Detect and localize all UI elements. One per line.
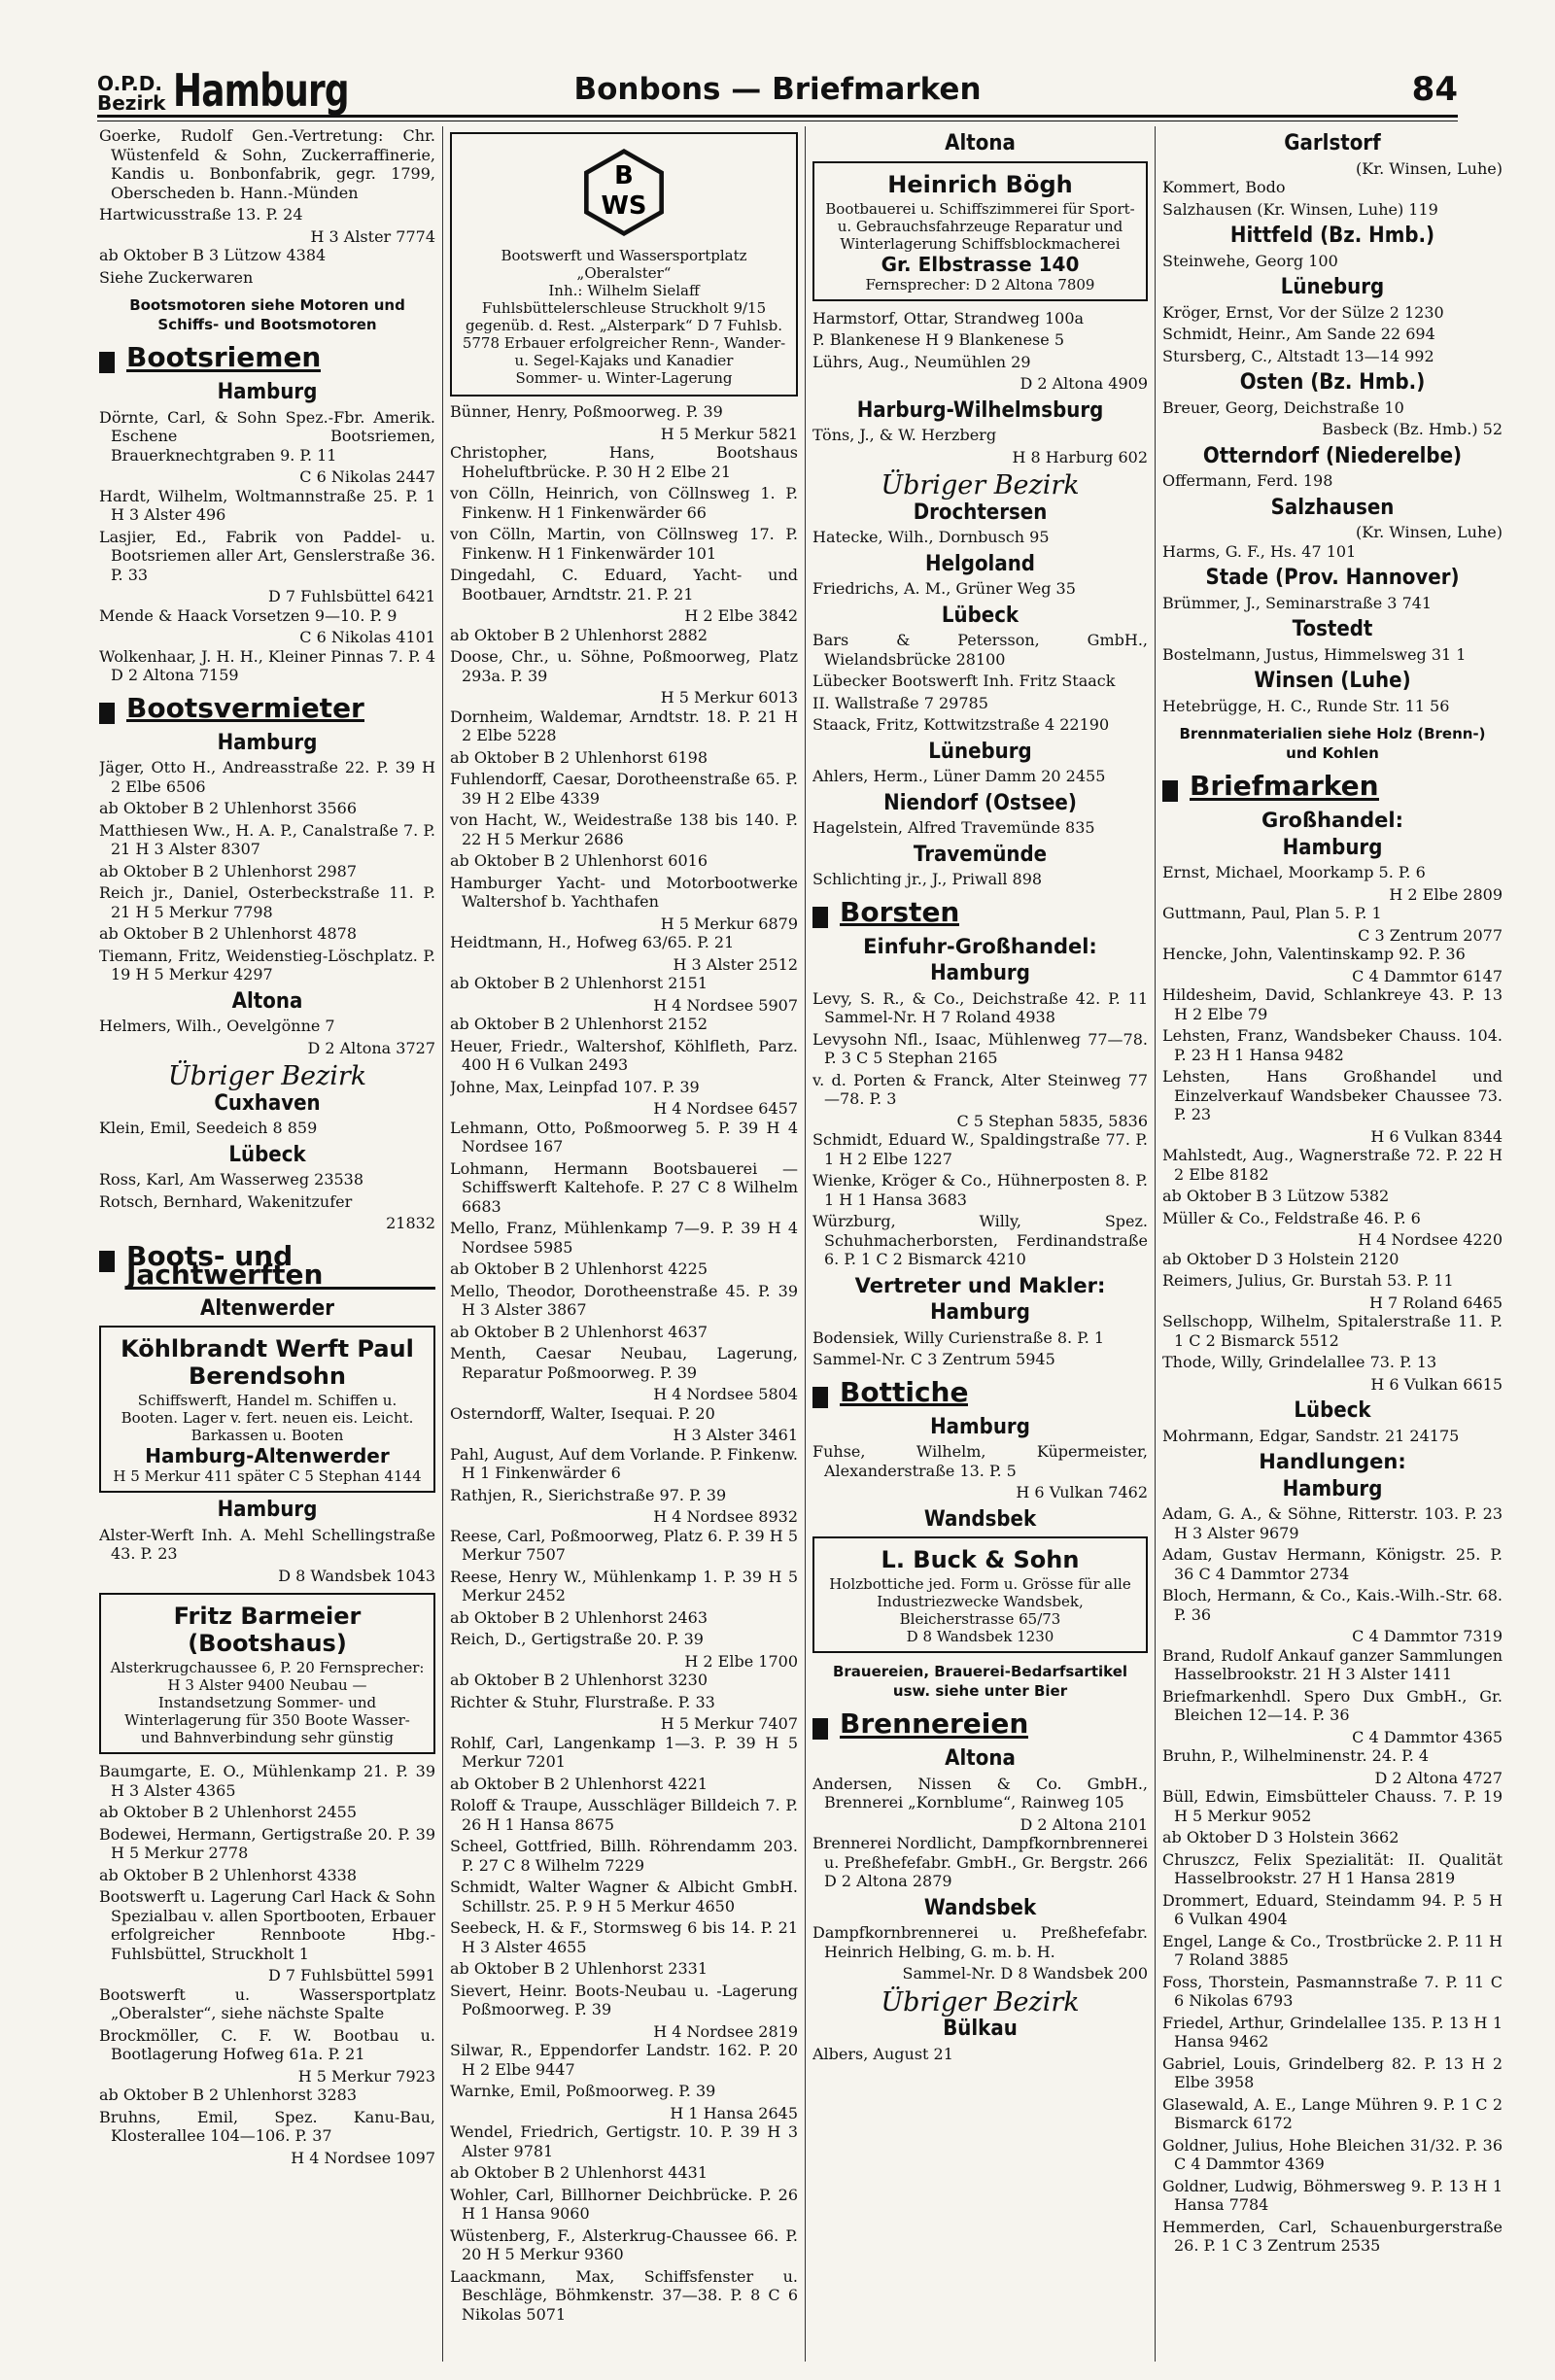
ad-contact: H 5 Merkur 411 später C 5 Stephan 4144 (113, 1467, 422, 1485)
place-heading: Cuxhaven (214, 1090, 321, 1116)
phone-line: (Kr. Winsen, Luhe) (1356, 158, 1503, 178)
place-heading: Hamburg (1282, 1476, 1383, 1501)
listing-entry: ab Oktober D 3 Holstein 2120 (1162, 1249, 1400, 1268)
place-heading: Stade (Prov. Hannover) (1205, 566, 1460, 590)
listing-entry: Matthiesen Ww., H. A. P., Canalstraße 7. P. 21 H 3 Alster 8307 (99, 820, 435, 858)
phone-line: Sammel-Nr. D 8 Wandsbek 200 (902, 1964, 1148, 1983)
listing-entry: Rathjen, R., Sierichstraße 97. P. 39 (450, 1485, 727, 1504)
section-marker-icon (99, 703, 115, 724)
ad-title: Bootswerft und Wassersportplatz „Oberalster“ (501, 247, 747, 282)
phone-line: D 2 Altona 4727 (1374, 1768, 1503, 1787)
listing-entry: Thode, Willy, Grindelallee 73. P. 13 (1162, 1353, 1437, 1371)
subsection-heading: Vertreter und Makler: (854, 1273, 1106, 1297)
listing-entry: ab Oktober B 3 Lützow 5382 (1162, 1187, 1390, 1205)
listing-entry: Schmidt, Walter Wagner & Albicht GmbH. Schillstr. 25. P. 9 H 5 Merkur 4650 (450, 1878, 798, 1915)
phone-line: C 4 Dammtor 4365 (1352, 1727, 1503, 1746)
section-heading (812, 1707, 1148, 1740)
listing-entry: Friedel, Arthur, Grindelallee 135. P. 13 H 1 Hansa 9462 (1162, 2013, 1503, 2051)
section-marker-icon (812, 907, 828, 928)
district-label: O.P.D. Bezirk (97, 72, 166, 115)
section-marker-icon (99, 1251, 115, 1272)
ad-title: Heinrich Bögh (887, 170, 1073, 198)
listing-entry: Tiemann, Fritz, Weidenstieg-Löschplatz. P. 19 H 5 Merkur 4297 (99, 946, 435, 983)
logo-letter: B (614, 160, 634, 190)
listing-entry: Christopher, Hans, Bootshaus Hoheluftbrücke. P. 30 H 2 Elbe 21 (450, 443, 798, 481)
phone-line: D 2 Altona 2101 (1019, 1814, 1148, 1834)
listing-entry: Klein, Emil, Seedeich 8 859 (99, 1119, 318, 1137)
listing-entry: Fuhlendorff, Caesar, Dorotheenstraße 65. P. 39 H 2 Elbe 4339 (450, 770, 798, 808)
place-heading: Hamburg (217, 1498, 318, 1522)
phone-line: C 6 Nikolas 4101 (299, 628, 435, 646)
listing-entry: Stursberg, C., Altstadt 13—14 992 (1162, 346, 1434, 365)
listing-entry: Harmstorf, Ottar, Strandweg 100a (812, 308, 1085, 328)
listing-entry: Wüstenberg, F., Alsterkrug-Chaussee 66. P. 20 H 5 Merkur 9360 (450, 2225, 798, 2263)
place-heading: Lüneburg (928, 739, 1032, 764)
listing-entry: Jäger, Otto H., Andreasstraße 22. P. 39 H 2 Elbe 6506 (99, 758, 435, 796)
listing-entry: Laackmann, Max, Schiffsfenster u. Beschläge, Böhmkenstr. 37—38. P. 8 C 6 Nikolas 5071 (450, 2266, 798, 2324)
ad-highlight: Gr. Elbstrasse 140 (881, 252, 1080, 276)
listing-entry: Warnke, Emil, Poßmoorweg. P. 39 (450, 2082, 716, 2100)
listing-entry: ab Oktober B 2 Uhlenhorst 2463 (450, 1607, 708, 1627)
topic-title: Bonbons — Briefmarken (573, 72, 982, 107)
phone-line: H 5 Merkur 7407 (660, 1714, 798, 1733)
listing-entry: Engel, Lange & Co., Trostbrücke 2. P. 11 H 7 Roland 3885 (1162, 1931, 1503, 1969)
listing-entry: Brand, Rudolf Ankauf ganzer Sammlungen Hasselbrookstr. 21 H 3 Alster 1411 (1162, 1645, 1503, 1683)
listing-entry: ab Oktober B 2 Uhlenhorst 4225 (450, 1259, 708, 1278)
phone-line: C 6 Nikolas 2447 (299, 467, 435, 486)
listing-entry: Bloch, Hermann, & Co., Kais.-Wilh.-Str. 68. P. 36 (1162, 1586, 1503, 1624)
listing-entry: Reich jr., Daniel, Osterbeckstraße 11. P. 21 H 5 Merkur 7798 (99, 883, 435, 921)
listing-entry: von Cölln, Martin, von Cöllnsweg 17. P. Finkenw. H 1 Finkenwärder 101 (450, 525, 798, 563)
ad-highlight: Hamburg-Altenwerder (145, 1444, 390, 1467)
listing-entry: Dornheim, Waldemar, Arndtstr. 18. P. 21 H 2 Elbe 5228 (450, 707, 798, 744)
listing-entry: Alster-Werft Inh. A. Mehl Schellingstraße 43. P. 23 (99, 1525, 435, 1563)
listing-entry: Heuer, Friedr., Waltershof, Köhlfleth, Parz. 400 H 6 Vulkan 2493 (450, 1036, 798, 1074)
listing-entry: Ernst, Michael, Moorkamp 5. P. 6 (1162, 863, 1426, 881)
listing-entry: von Cölln, Heinrich, von Cöllnsweg 1. P. Finkenw. H 1 Finkenwärder 66 (450, 484, 798, 522)
phone-line: C 4 Dammtor 7319 (1352, 1627, 1503, 1645)
section-heading (99, 341, 435, 373)
club-logo-icon (579, 148, 669, 237)
phone-line: H 3 Alster 2512 (673, 954, 798, 974)
listing-entry: Sellschopp, Wilhelm, Spitalerstraße 11. P. 1 C 2 Bismarck 5512 (1162, 1312, 1503, 1350)
section-title: Borsten (840, 895, 960, 928)
listing-entry: v. d. Porten & Franck, Alter Steinweg 77—78. P. 3 (812, 1070, 1148, 1108)
listing-entry: Richter & Stuhr, Flurstraße. P. 33 (450, 1692, 715, 1711)
listing-entry: Hatecke, Wilh., Dornbusch 95 (812, 528, 1050, 546)
listing-entry: Reese, Henry W., Mühlenkamp 1. P. 39 H 5 Merkur 2452 (450, 1567, 798, 1604)
listing-entry: ab Oktober B 2 Uhlenhorst 6016 (450, 851, 708, 870)
listing-entry: Seebeck, H. & F., Stormsweg 6 bis 14. P. 21 H 3 Alster 4655 (450, 1918, 798, 1956)
listing-entry: Bünner, Henry, Poßmoorweg. P. 39 (450, 402, 723, 421)
column-4 (1162, 126, 1503, 2362)
section-heading (99, 1239, 435, 1291)
phone-line: H 6 Vulkan 6615 (1370, 1374, 1503, 1394)
listing-entry: Osterndorff, Walter, Isequai. P. 20 (450, 1403, 715, 1423)
phone-line: (Kr. Winsen, Luhe) (1356, 523, 1503, 541)
section-title: Briefmarken (1190, 770, 1379, 802)
listing-entry: Hildesheim, David, Schlankreye 43. P. 13 H 2 Elbe 79 (1162, 985, 1503, 1023)
listing-entry: Lehmann, Otto, Poßmoorweg 5. P. 39 H 4 Nordsee 167 (450, 1118, 798, 1156)
phone-line: C 4 Dammtor 6147 (1352, 966, 1503, 985)
place-heading: Altona (231, 988, 303, 1014)
listing-entry: Bootswerft u. Wassersportplatz „Oberalster“, siehe nächste Spalte (99, 1984, 435, 2022)
listing-entry: ab Oktober B 2 Uhlenhorst 4878 (99, 924, 358, 943)
listing-entry: Roloff & Traupe, Ausschläger Billdeich 7. P. 26 H 1 Hansa 8675 (450, 1796, 798, 1834)
place-heading: Bülkau (943, 2017, 1018, 2041)
subsection-heading: Großhandel: (1261, 809, 1404, 832)
cross-reference: Brauereien, Brauerei-Bedarfsartikel usw. siehe unter Bier (832, 1663, 1128, 1700)
advertisement-box (812, 1536, 1148, 1653)
listing-entry: Gabriel, Louis, Grindelberg 82. P. 13 H 2 Elbe 3958 (1162, 2053, 1503, 2091)
phone-line: D 8 Wandsbek 1043 (278, 1566, 435, 1585)
phone-line: H 1 Hansa 2645 (670, 2103, 798, 2122)
listing-entry: Harms, G. F., Hs. 47 101 (1162, 541, 1357, 561)
listing-entry: Lübecker Bootswerft Inh. Fritz Staack (812, 672, 1116, 690)
phone-line: C 5 Stephan 5835, 5836 (956, 1111, 1148, 1130)
place-heading: Lübeck (1294, 1398, 1371, 1423)
ad-text: Bootbauerei u. Schiffszimmerei für Sport- u. Gebrauchsfahrzeuge Reparatur und Winterlagerung Schiffsblockmacherei (825, 199, 1135, 253)
listing-entry: Ahlers, Herm., Lüner Damm 20 2455 (812, 767, 1106, 785)
phone-line: H 4 Nordsee 5907 (653, 995, 798, 1015)
ad-title: Köhlbrandt Werft Paul Berendsohn (121, 1335, 414, 1390)
listing-entry: ab Oktober B 2 Uhlenhorst 3283 (99, 2086, 358, 2104)
phone-line: H 5 Merkur 6879 (660, 914, 798, 933)
listing-entry: Adam, G. A., & Söhne, Ritterstr. 103. P. 23 H 3 Alster 9679 (1162, 1504, 1503, 1542)
column-2 (450, 126, 798, 2362)
listing-entry: Andersen, Nissen & Co. GmbH., Brennerei „Kornblume“, Rainweg 105 (812, 1774, 1148, 1811)
section-marker-icon (99, 352, 115, 373)
listing-entry: Foss, Thorstein, Pasmannstraße 7. P. 11 C 6 Nikolas 6793 (1162, 1972, 1503, 2010)
column-divider (805, 126, 806, 2362)
listing-entry: Salzhausen (Kr. Winsen, Luhe) 119 (1162, 199, 1438, 219)
listing-entry: Hagelstein, Alfred Travemünde 835 (812, 818, 1095, 837)
phone-line: H 4 Nordsee 8932 (653, 1507, 798, 1526)
place-heading: Salzhausen (1270, 495, 1395, 520)
advertisement-box (450, 132, 798, 397)
listing-entry: ab Oktober B 2 Uhlenhorst 4338 (99, 1865, 358, 1884)
listing-entry: Sievert, Heinr. Boots-Neubau u. -Lagerung Poßmoorweg. P. 39 (450, 1981, 798, 2018)
ad-title: L. Buck & Sohn (881, 1546, 1080, 1573)
ad-contact: D 8 Wandsbek 1230 (906, 1628, 1054, 1645)
district-heading: Übriger Bezirk (167, 1061, 367, 1091)
listing-entry: Albers, August 21 (812, 2044, 953, 2063)
ad-text: Holzbottiche jed. Form u. Grösse für alle Industriezwecke Wandsbek, Bleicherstrasse 65/73 (829, 1575, 1131, 1628)
phone-line: D 7 Fuhlsbüttel 5991 (267, 1966, 435, 1984)
section-heading (1162, 770, 1503, 802)
listing-entry: Rotsch, Bernhard, Wakenitzufer (99, 1191, 353, 1211)
listing-entry: Wolkenhaar, J. H. H., Kleiner Pinnas 7. P. 4 D 2 Altona 7159 (99, 646, 435, 684)
listing-entry: Baumgarte, E. O., Mühlenkamp 21. P. 39 H 3 Alster 4365 (99, 1762, 435, 1800)
phone-line: D 2 Altona 4909 (1019, 374, 1148, 393)
section-heading (812, 895, 1148, 928)
listing-entry: ab Oktober B 2 Uhlenhorst 4637 (450, 1322, 708, 1341)
listing-entry: Friedrichs, A. M., Grüner Weg 35 (812, 579, 1076, 598)
column-divider (1155, 126, 1156, 2362)
listing-entry: Reimers, Julius, Gr. Burstah 53. P. 11 (1162, 1271, 1454, 1290)
place-heading: Hamburg (930, 1414, 1030, 1439)
ad-text: Alsterkrugchaussee 6, P. 20 Fernsprecher: H 3 Alster 9400 Neubau — Instandsetzung Sommer- und Winterlagerung für 350 Boote Wasser- und Bahnverbindung sehr günstig (110, 1659, 425, 1746)
listing-entry: Bodewei, Hermann, Gertigstraße 20. P. 39 H 5 Merkur 2778 (99, 1824, 435, 1862)
listing-entry: Schmidt, Eduard W., Spaldingstraße 77. P. 1 H 2 Elbe 1227 (812, 1130, 1148, 1168)
district-heading: Übriger Bezirk (881, 1986, 1080, 2018)
phone-line: H 6 Vulkan 7462 (1016, 1483, 1148, 1501)
listing-entry: Drommert, Eduard, Steindamm 94. P. 5 H 6 Vulkan 4904 (1162, 1890, 1503, 1928)
listing-entry: Glasewald, A. E., Lange Mühren 9. P. 1 C 2 Bismarck 6172 (1162, 2094, 1503, 2132)
listing-entry: Rohlf, Carl, Langenkamp 1—3. P. 39 H 5 Merkur 7201 (450, 1733, 798, 1771)
advertisement-box (99, 1593, 435, 1754)
listing-entry: Wienke, Kröger & Co., Hühnerposten 8. P. 1 H 1 Hansa 3683 (812, 1171, 1148, 1209)
listing-entry: ab Oktober B 2 Uhlenhorst 2331 (450, 1959, 708, 1978)
listing-entry: Guttmann, Paul, Plan 5. P. 1 (1162, 904, 1382, 922)
listing-entry: ab Oktober B 2 Uhlenhorst 3566 (99, 799, 358, 817)
listing-entry: Siehe Zuckerwaren (99, 267, 254, 287)
listing-entry: Mello, Franz, Mühlenkamp 7—9. P. 39 H 4 Nordsee 5985 (450, 1219, 798, 1257)
listing-entry: ab Oktober B 2 Uhlenhorst 6198 (450, 747, 708, 767)
ad-contact: Fernsprecher: D 2 Altona 7809 (865, 275, 1095, 293)
listing-entry: Würzburg, Willy, Spez. Schuhmacherborsten, Ferdinandstraße 6. P. 1 C 2 Bismarck 4210 (812, 1212, 1148, 1268)
listing-entry: Bruhn, P., Wilhelminenstr. 24. P. 4 (1162, 1746, 1430, 1765)
listing-entry: Adam, Gustav Hermann, Königstr. 25. P. 36 C 4 Dammtor 2734 (1162, 1545, 1503, 1583)
ad-footer: Sommer- u. Winter-Lagerung (515, 369, 733, 387)
subsection-heading: Einfuhr-Großhandel: (863, 934, 1097, 958)
column-3 (812, 126, 1148, 2362)
listing-entry: Schmidt, Heinr., Am Sande 22 694 (1162, 325, 1435, 343)
listing-entry: Bostelmann, Justus, Himmelsweg 31 1 (1162, 644, 1467, 664)
listing-entry: Scheel, Gottfried, Billh. Röhrendamm 203. P. 27 C 8 Wilhelm 7229 (450, 1837, 798, 1875)
phone-line: D 2 Altona 3727 (307, 1038, 435, 1057)
advertisement-box (99, 1326, 435, 1493)
phone-line: H 3 Alster 7774 (310, 226, 435, 246)
listing-entry: ab Oktober B 3 Lützow 4384 (99, 246, 327, 264)
listing-entry: Bars & Petersson, GmbH., Wielandsbrücke 28100 (812, 631, 1148, 669)
phone-line: H 2 Elbe 2809 (1389, 884, 1503, 904)
listing-entry: Dampfkornbrennerei u. Preßhefefabr. Heinrich Helbing, G. m. b. H. (812, 1923, 1148, 1961)
listing-entry: Reese, Carl, Poßmoorweg, Platz 6. P. 39 H 5 Merkur 7507 (450, 1526, 798, 1564)
listing-entry: Chruszcz, Felix Spezialität: II. Qualität Hasselbrookstr. 27 H 1 Hansa 2819 (1162, 1849, 1503, 1887)
section-marker-icon (812, 1718, 828, 1740)
listing-entry: Hardt, Wilhelm, Woltmannstraße 25. P. 1 H 3 Alster 496 (99, 486, 435, 524)
district-heading: Übriger Bezirk (881, 470, 1080, 500)
listing-entry: Schlichting jr., J., Priwall 898 (812, 870, 1043, 888)
listing-entry: Offermann, Ferd. 198 (1162, 471, 1333, 490)
place-heading: Garlstorf (1284, 131, 1381, 155)
place-heading: Drochtersen (913, 500, 1048, 525)
listing-entry: Hemmerden, Carl, Schauenburgerstraße 26. P. 1 C 3 Zentrum 2535 (1162, 2217, 1503, 2255)
place-heading: Altenwerder (200, 1295, 334, 1321)
listing-entry: Kröger, Ernst, Vor der Sülze 2 1230 (1162, 302, 1444, 322)
place-heading: Winsen (Luhe) (1254, 669, 1411, 693)
header-rule (97, 115, 1458, 121)
place-heading: Altona (945, 1746, 1016, 1771)
listing-entry: Reich, D., Gertigstraße 20. P. 39 (450, 1630, 704, 1648)
listing-entry: Goldner, Ludwig, Böhmersweg 9. P. 13 H 1 Hansa 7784 (1162, 2176, 1503, 2214)
page-header (97, 64, 1458, 117)
listing-entry: Steinwehe, Georg 100 (1162, 251, 1338, 270)
listing-entry: Ross, Karl, Am Wasserweg 23538 (99, 1170, 364, 1189)
section-title: Bottiche (840, 1375, 969, 1408)
listing-entry: Silwar, R., Eppendorfer Landstr. 162. P. 20 H 2 Elbe 9447 (450, 2041, 798, 2079)
listing-entry: Hartwicusstraße 13. P. 24 (99, 205, 303, 224)
place-heading: Lüneburg (1280, 275, 1385, 299)
section-heading (812, 1375, 1148, 1408)
place-heading: Harburg-Wilhelmsburg (856, 397, 1104, 423)
listing-entry: Brümmer, J., Seminarstraße 3 741 (1162, 593, 1433, 612)
place-heading: Hamburg (930, 1300, 1030, 1325)
place-heading: Hittfeld (Bz. Hmb.) (1229, 224, 1435, 248)
listing-entry: Lohmann, Hermann Bootsbauerei — Schiffswerft Kaltehofe. P. 27 C 8 Wilhelm 6683 (450, 1158, 798, 1216)
cross-reference: Brennmaterialien siehe Holz (Brenn-) und Kohlen (1179, 725, 1486, 762)
listing-entry: Büll, Edwin, Eimsbütteler Chauss. 7. P. 19 H 5 Merkur 9052 (1162, 1787, 1503, 1825)
subsection-heading: Handlungen: (1259, 1450, 1406, 1473)
place-heading: Hamburg (217, 380, 318, 404)
phone-line: H 5 Merkur 6013 (660, 688, 798, 707)
phone-line: H 5 Merkur 7923 (297, 2066, 435, 2086)
listing-entry: Mende & Haack Vorsetzen 9—10. P. 9 (99, 605, 397, 625)
listing-entry: Staack, Fritz, Kottwitzstraße 4 22190 (812, 715, 1110, 734)
listing-entry: von Hacht, W., Weidestraße 138 bis 140. P. 22 H 5 Merkur 2686 (450, 811, 798, 848)
ad-text: Fuhlsbüttelerschleuse Struckholt 9/15 gegenüb. d. Rest. „Alsterpark“ D 7 Fuhlsb. 5778 Erbauer erfolgreicher Renn-, Wander- u. Segel-Kajaks und Kanadier (462, 299, 786, 369)
place-heading: Travemünde (913, 842, 1048, 867)
listing-entry: Helmers, Wilh., Oevelgönne 7 (99, 1017, 335, 1035)
listing-entry: ab Oktober B 2 Uhlenhorst 2152 (450, 1015, 708, 1033)
phone-line: H 4 Nordsee 2819 (653, 2021, 798, 2041)
place-heading: Hamburg (217, 730, 318, 755)
listing-entry: Wohler, Carl, Billhorner Deichbrücke. P. 26 H 1 Hansa 9060 (450, 2185, 798, 2223)
listing-entry: Lehsten, Hans Großhandel und Einzelverkauf Wandsbeker Chaussee 73. P. 23 (1162, 1067, 1503, 1123)
listing-entry: Bodensiek, Willy Curienstraße 8. P. 1 (812, 1328, 1105, 1347)
section-title: Bootsvermieter (126, 691, 364, 724)
place-heading: Otterndorf (Niederelbe) (1202, 443, 1463, 468)
listing-entry: ab Oktober B 2 Uhlenhorst 2455 (99, 1803, 358, 1821)
column-1 (99, 126, 435, 2362)
listing-entry: Pahl, August, Auf dem Vorlande. P. Finkenw. H 1 Finkenwärder 6 (450, 1444, 798, 1482)
phone-line: H 6 Vulkan 8344 (1370, 1126, 1503, 1146)
place-heading: Osten (Bz. Hmb.) (1239, 370, 1426, 395)
listing-entry: Bootswerft u. Lagerung Carl Hack & Sohn Spezialbau v. allen Sportbooten, Erbauer erfolgreicher Rennboote Hbg.-Fuhlsbüttel, Struckholt 1 (99, 1887, 435, 1963)
listing-entry: Dörnte, Carl, & Sohn Spez.-Fbr. Amerik. Eschene Bootsriemen, Brauerknechtgraben 9. P. 11 (99, 407, 435, 465)
listing-entry: Hencke, John, Valentinskamp 92. P. 36 (1162, 945, 1466, 963)
logo-letters: WS (601, 191, 647, 222)
listing-entry: Dingedahl, C. Eduard, Yacht- und Bootbauer, Arndtstr. 21. P. 21 (450, 566, 798, 604)
listing-entry: ab Oktober B 2 Uhlenhorst 2151 (450, 974, 708, 992)
place-heading: Helgoland (924, 551, 1035, 576)
listing-entry: Hetebrügge, H. C., Runde Str. 11 56 (1162, 696, 1450, 715)
listing-entry: Doose, Chr., u. Söhne, Poßmoorweg, Platz 293a. P. 39 (450, 647, 798, 685)
listing-entry: Töns, J., & W. Herzberg (812, 426, 997, 444)
listing-entry: ab Oktober B 2 Uhlenhorst 2987 (99, 861, 358, 880)
listing-entry: Mahlstedt, Aug., Wagnerstraße 72. P. 22 H 2 Elbe 8182 (1162, 1146, 1503, 1184)
place-heading: Wandsbek (923, 1506, 1037, 1532)
listing-entry: Briefmarkenhdl. Spero Dux GmbH., Gr. Bleichen 12—14. P. 36 (1162, 1686, 1503, 1724)
city-title: Hamburg (173, 64, 349, 117)
place-heading: Tostedt (1292, 617, 1373, 641)
listing-entry: Mello, Theodor, Dorotheenstraße 45. P. 39 H 3 Alster 3867 (450, 1281, 798, 1319)
listing-entry: Kommert, Bodo (1162, 178, 1286, 196)
listing-entry: Müller & Co., Feldstraße 46. P. 6 (1162, 1208, 1421, 1227)
listing-entry: Lührs, Aug., Neumühlen 29 (812, 352, 1031, 371)
section-title: Brennereien (840, 1707, 1029, 1740)
listing-entry: Menth, Caesar Neubau, Lagerung, Reparatur Poßmoorweg. P. 39 (450, 1344, 798, 1382)
section-title: Bootsriemen (126, 341, 322, 373)
place-heading: Lübeck (941, 603, 1019, 628)
listing-entry: ab Oktober B 2 Uhlenhorst 3230 (450, 1671, 708, 1689)
place-heading: Lübeck (228, 1142, 306, 1167)
place-heading: Niendorf (Ostsee) (883, 790, 1077, 815)
place-heading: Altona (945, 131, 1016, 155)
phone-line: H 4 Nordsee 1097 (291, 2148, 435, 2167)
phone-line: H 3 Alster 3461 (673, 1426, 798, 1444)
listing-entry: Lehsten, Franz, Wandsbeker Chauss. 104. P. 23 H 1 Hansa 9482 (1162, 1026, 1503, 1064)
listing-entry: Mohrmann, Edgar, Sandstr. 21 24175 (1162, 1426, 1460, 1445)
listing-entry: Goldner, Julius, Hohe Bleichen 31/32. P. 36 C 4 Dammtor 4369 (1162, 2135, 1503, 2173)
ad-title: Fritz Barmeier (Bootshaus) (173, 1603, 362, 1657)
column-divider (442, 126, 443, 2362)
phone-line: H 4 Nordsee 5804 (653, 1385, 798, 1403)
listing-entry: Levy, S. R., & Co., Deichstraße 42. P. 11 Sammel-Nr. H 7 Roland 4938 (812, 988, 1148, 1026)
phone-line: H 7 Roland 6465 (1369, 1293, 1503, 1312)
listing-entry: Breuer, Georg, Deichstraße 10 (1162, 397, 1404, 417)
listing-entry: Fuhse, Wilhelm, Küpermeister, Alexanderstraße 13. P. 5 (812, 1442, 1148, 1480)
listing-entry: Lasjier, Ed., Fabrik von Paddel- u. Bootsriemen aller Art, Genslerstraße 36. P. 33 (99, 527, 435, 584)
phone-line: H 5 Merkur 5821 (660, 424, 798, 443)
listing-entry: II. Wallstraße 7 29785 (812, 693, 988, 712)
section-title: Boots- und Jachtwerften (126, 1247, 435, 1290)
phone-line: Basbeck (Bz. Hmb.) 52 (1322, 420, 1503, 438)
place-heading: Hamburg (930, 961, 1030, 985)
phone-line: C 3 Zentrum 2077 (1358, 925, 1503, 945)
listing-entry: Johne, Max, Leinpfad 107. P. 39 (450, 1077, 700, 1096)
listing-entry: Goerke, Rudolf Gen.-Vertretung: Chr. Wüstenfeld & Sohn, Zuckerraffinerie, Kandis u. Bonbonfabrik, gegr. 1799, Oberscheden b. Hann.-Münden (99, 126, 435, 202)
cross-reference: Bootsmotoren siehe Motoren und Schiffs- und Bootsmotoren (129, 296, 405, 333)
section-marker-icon (1162, 780, 1178, 802)
phone-line: D 7 Fuhlsbüttel 6421 (267, 587, 435, 605)
listing-entry: ab Oktober B 2 Uhlenhorst 2882 (450, 625, 708, 644)
advertisement-box (812, 161, 1148, 301)
phone-line: H 2 Elbe 1700 (684, 1651, 798, 1671)
listing-entry: Levysohn Nfl., Isaac, Mühlenweg 77—78. P. 3 C 5 Stephan 2165 (812, 1029, 1148, 1067)
ad-owner: Inh.: Wilhelm Sielaff (548, 282, 700, 299)
phone-line: H 2 Elbe 3842 (684, 606, 798, 625)
listing-entry: ab Oktober D 3 Holstein 3662 (1162, 1828, 1400, 1846)
listing-entry: Bruhns, Emil, Spez. Kanu-Bau, Klosterallee 104—106. P. 37 (99, 2107, 435, 2145)
phone-line: H 4 Nordsee 4220 (1358, 1230, 1503, 1249)
phone-line: H 4 Nordsee 6457 (653, 1099, 798, 1118)
ad-text: Schiffswerft, Handel m. Schiffen u. Booten. Lager v. fert. neuen eis. Leicht. Barkassen u. Booten (121, 1392, 414, 1444)
listing-entry: P. Blankenese H 9 Blankenese 5 (812, 330, 1065, 349)
place-heading: Wandsbek (923, 1895, 1037, 1920)
listing-entry: ab Oktober B 2 Uhlenhorst 4431 (450, 2163, 708, 2182)
listing-entry: Hamburger Yacht- und Motorbootwerke Waltershof b. Yachthafen (450, 873, 798, 911)
section-heading (99, 691, 435, 724)
phone-line: H 8 Harburg 602 (1012, 447, 1148, 466)
phone-line: 21832 (386, 1214, 435, 1232)
listing-entry: Brockmöller, C. F. W. Bootbau u. Bootlagerung Hofweg 61a. P. 21 (99, 2025, 435, 2063)
place-heading: Hamburg (1282, 835, 1383, 860)
listing-entry: Brennerei Nordlicht, Dampfkornbrennerei u. Preßhefefabr. GmbH., Gr. Bergstr. 266 D 2 Altona 2879 (812, 1834, 1148, 1890)
page-number: 84 (1411, 70, 1458, 109)
listing-entry: Wendel, Friedrich, Gertigstr. 10. P. 39 H 3 Alster 9781 (450, 2122, 798, 2160)
section-marker-icon (812, 1387, 828, 1408)
listing-entry: ab Oktober B 2 Uhlenhorst 4221 (450, 1774, 708, 1793)
listing-entry: Heidtmann, H., Hofweg 63/65. P. 21 (450, 933, 735, 951)
listing-entry: Sammel-Nr. C 3 Zentrum 5945 (812, 1350, 1055, 1368)
